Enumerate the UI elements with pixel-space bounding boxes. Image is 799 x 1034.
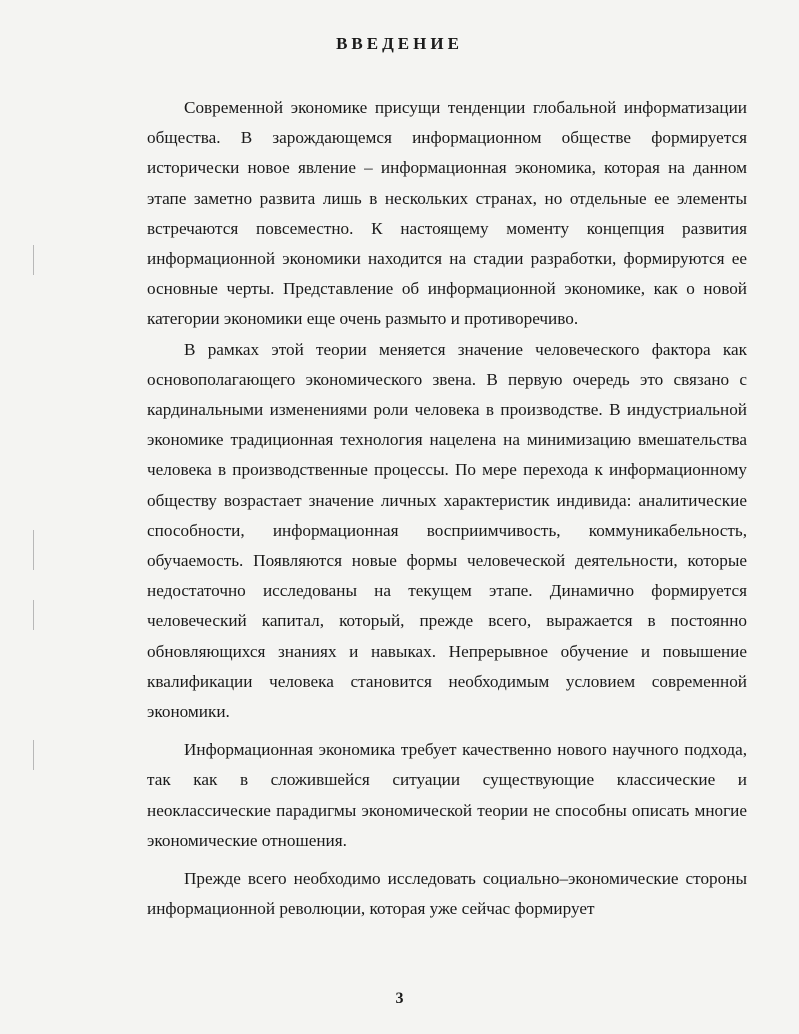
page-title: ВВЕДЕНИЕ bbox=[336, 34, 463, 53]
scan-artifact bbox=[33, 530, 34, 570]
scan-artifact bbox=[33, 600, 34, 630]
paragraph: Информационная экономика требует качественно нового научного подхода, так как в сложившейся ситуации существующие классические и неоклассические парадигмы экономической теории не способны описать многие экономические отношения. bbox=[147, 740, 747, 850]
page-number: 3 bbox=[395, 990, 404, 1007]
paragraph: В рамках этой теории меняется значение человеческого фактора как основополагающего экономического звена. В первую очередь это связано с кардинальными изменениями роли человека в производстве. В индустриальной экономике традиционная технология нацелена на минимизацию вмешательства человека в производственные процессы. По мере перехода к информационному обществу возрастает значение личных характеристик индивида: аналитические способности, информационная восприимчивость, коммуникабельность, обучаемость. Появляются новые формы человеческой деятельности, которые недостаточно исследованы на текущем этапе. Динамично формируется человеческий капитал, который, прежде всего, выражается в постоянно обновляющихся знаниях и навыках. Непрерывное обучение и повышение квалификации человека становится необходимым условием современной экономики. bbox=[147, 339, 747, 722]
paragraph: Прежде всего необходимо исследовать социально–экономические стороны информационной революции, которая уже сейчас формирует bbox=[147, 869, 747, 919]
paragraph: Современной экономике присущи тенденции глобальной информатизации общества. В зарождающемся информационном обществе формируется исторически новое явление – информационная экономика, которая на данном этапе заметно развита лишь в нескольких странах, но отдельные ее элементы встречаются повсеместно. К настоящему моменту концепция развития информационной экономики находится на стадии разработки, формируются ее основные черты. Представление об информационной экономике, как о новой категории экономики еще очень размыто и противоречиво. bbox=[147, 98, 747, 329]
scan-artifact bbox=[33, 740, 34, 770]
body-text bbox=[147, 93, 747, 924]
scan-artifact bbox=[33, 245, 34, 275]
